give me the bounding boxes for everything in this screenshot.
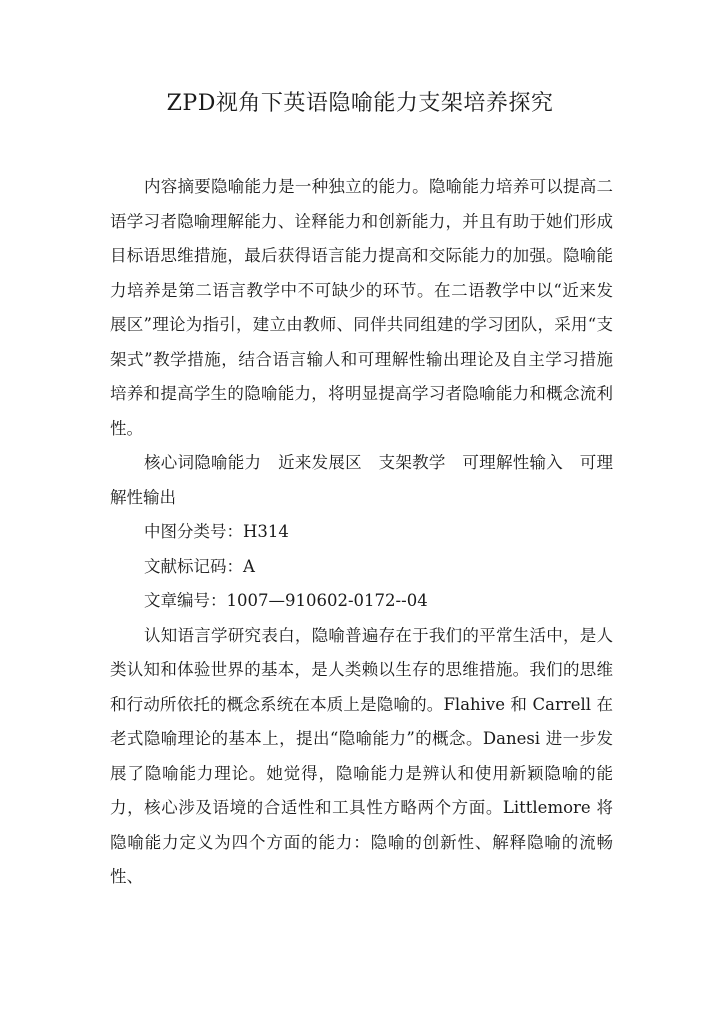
body-paragraph: 认知语言学研究表白，隐喻普遍存在于我们的平常生活中，是人类认知和体验世界的基本，是人类赖以生存的思维措施。我们的思维和行动所依托的概念系统在本质上是隐喻的。Flahive 和 Carrell 在老式隐喻理论的基本上，提出“隐喻能力”的概念。Danesi 进一步发展了隐喻能力理论。她觉得，隐喻能力是辨认和使用新颖隐喻的能力，核心涉及语境的合适性和工具性方略两个方面。Littlemore 将隐喻能力定义为四个方面的能力：隐喻的创新性、解释隐喻的流畅性、 <box>110 625 613 886</box>
document-title: ZPD视角下英语隐喻能力支架培养探究 <box>166 91 554 116</box>
article-number: 文章编号：1007—910602-0172--04 <box>144 591 428 610</box>
document-code: 文献标记码：A <box>144 556 255 576</box>
abstract-paragraph: 内容摘要隐喻能力是一种独立的能力。隐喻能力培养可以提高二语学习者隐喻理解能力、诠释能力和创新能力，并且有助于她们形成目标语思维措施，最后获得语言能力提高和交际能力的加强。隐喻能力培养是第二语言教学中不可缺少的环节。在二语教学中以“近来发展区”理论为指引，建立由教师、同伴共同组建的学习团队，采用“支架式”教学措施，结合语言输人和可理解性输出理论及自主学习措施培养和提高学生的隐喻能力，将明显提高学习者隐喻能力和概念流利性。 <box>110 177 613 438</box>
classification-number: 中图分类号：H314 <box>144 522 289 541</box>
document-body <box>110 170 613 895</box>
keywords-paragraph: 核心词隐喻能力 近来发展区 支架教学 可理解性输入 可理解性输出 <box>110 453 613 507</box>
